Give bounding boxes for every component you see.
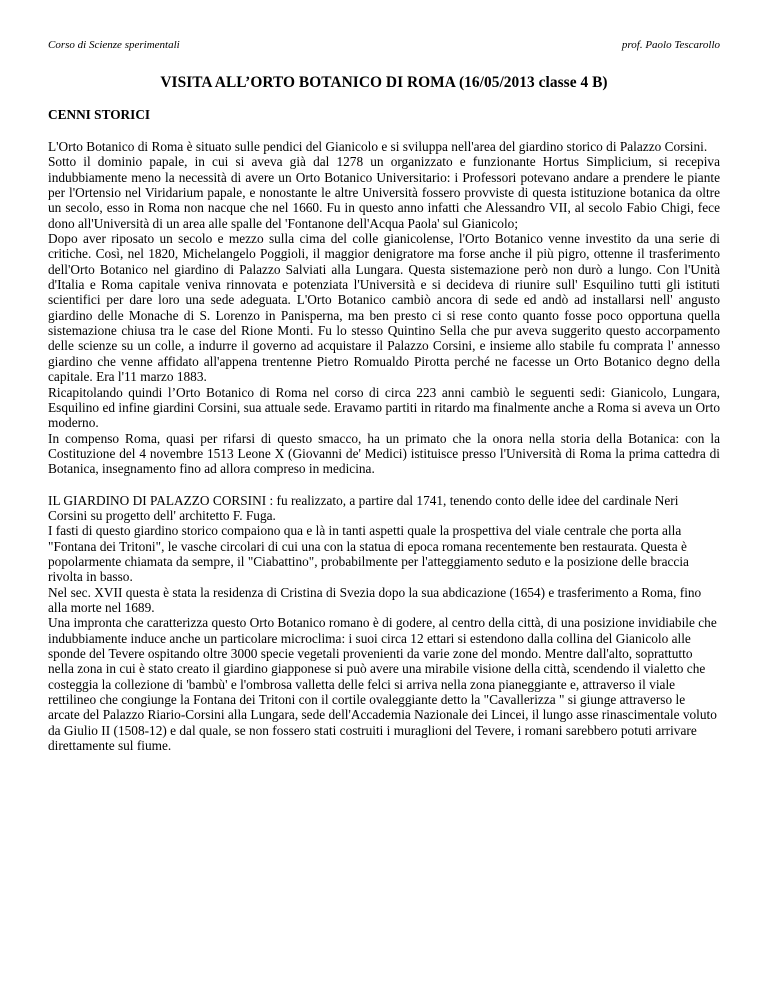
paragraph: IL GIARDINO DI PALAZZO CORSINI : fu realizzato, a partire dal 1741, tenendo conto delle idee del cardinale Neri Corsini su progetto dell' architetto F. Fuga. [48, 492, 679, 523]
paragraph: I fasti di questo giardino storico compaiono qua e là in tanti aspetti quale la prospettiva del viale centrale che porta alla "Fontana dei Tritoni", le vasche circolari di cui una con la statua di epoca romana recentemente ben restaurata. Questa è popolarmente chiamata da sempre, il "Ciabattino", probabilmente per l'atteggiamento seduto e la posizione delle braccia rivolta in basso. [48, 523, 689, 585]
document-page [48, 38, 720, 753]
section-cenni-storici [48, 139, 720, 477]
section-giardino-corsini [48, 493, 720, 754]
paragraph: Una impronta che caratterizza questo Orto Botanico romano è di godere, al centro della città, di una posizione invidiabile che indubbiamente induce anche un particolare microclima: i suoi circa 12 ettari si estendono dalla collina del Gianicolo alle sponde del Tevere ospitando oltre 3000 specie vegetali provenienti da varie zone del mondo. Mentre dall'alto, soprattutto nella zona in cui è stato creato il giardino giapponese si può avere una mirabile visione della città, scendendo il vialetto che costeggia la collezione di 'bambù' e l'ombrosa valletta delle felci si arriva nella zona pianeggiante e, attraverso il viale rettilineo che congiunge la Fontana dei Tritoni con il cortile ovaleggiante detto la "Cavallerizza " si giunge attraverso le arcate del Palazzo Riario-Corsini alla Lungara, sede dell'Accademia Nazionale dei Lincei, il lungo asse rinascimentale voluto da Giulio II (1508-12) e dal quale, se non fossero stati costruiti i muraglioni del Tevere, i romani sarebbero potuti arrivare direttamente sul fiume. [48, 615, 717, 754]
paragraph: In compenso Roma, quasi per rifarsi di questo smacco, ha un primato che la onora nella storia della Botanica: con la Costituzione del 4 novembre 1513 Leone X (Giovanni de' Medici) istituisce presso l'Università di Roma la prima cattedra di Botanica, insegnamento fino ad allora compreso in medicina. [48, 430, 720, 477]
page-header [48, 38, 720, 52]
paragraph: Sotto il dominio papale, in cui si aveva già dal 1278 un organizzato e funzionante Hortus Simplicium, si recepiva indubbiamente meno la necessità di avere un Orto Botanico Universitario: i Professori potevano andare a prendere le piante per l'Ortensio nel Viridarium papale, e nonostante le altre Università fossero provviste di questa istituzione botanica da oltre un secolo, esso in Roma non nacque che nel 1660. Fu in questo anno infatti che Alessandro VII, al secolo Fabio Chigi, fece dono all'Università di un area alle spalle del 'Fontanone dell'Acqua Paola' sul Gianicolo; [48, 154, 720, 231]
paragraph: L'Orto Botanico di Roma è situato sulle pendici del Gianicolo e si sviluppa nell'area del giardino storico di Palazzo Corsini. [48, 139, 708, 154]
header-author: prof. Paolo Tescarollo [621, 39, 720, 51]
section-heading-cenni-storici: CENNI STORICI [48, 107, 151, 122]
paragraph: Ricapitolando quindi l’Orto Botanico di Roma nel corso di circa 223 anni cambiò le seguenti sedi: Gianicolo, Lungara, Esquilino ed infine giardini Corsini, sua attuale sede. Eravamo partiti in ritardo ma finalmente anche a Roma si aveva un Orto moderno. [48, 384, 720, 431]
document-title: VISITA ALL’ORTO BOTANICO DI ROMA (16/05/2013 classe 4 B) [160, 74, 608, 91]
paragraph: Dopo aver riposato un secolo e mezzo sulla cima del colle gianicolense, l'Orto Botanico venne investito da una serie di critiche. Così, nel 1820, Michelangelo Poggioli, il maggior denigratore ma forse anche il più pigro, ottenne il trasferimento dell'Orto Botanico nel giardino di Palazzo Salviati alla Lungara. Questa sistemazione però non durò a lungo. Con l'Unità d'Italia e Roma capitale veniva rinnovata e potenziata l'Università e si decideva di riunire sull' Esquilino tutti gli istituti scientifici per dare loro una sede adeguata. L'Orto Botanico cambiò ancora di sede ed andò ad installarsi nell' angusto giardino delle Monache di S. Lorenzo in Panisperna, ma ben presto ci si rese conto quanto fosse poco opportuna quella sistemazione chiusa tra le case del Rione Monti. Fu lo stesso Quintino Sella che pur aveva suggerito questo accorpamento delle scienze su un colle, a indurre il governo ad acquistare il Palazzo Corsini, e insieme allo stabile fu comprata l' annesso giardino che venne affidato all'appena trentenne Pietro Romualdo Pirotta perché ne facesse un Orto Botanico degno della capitale. Era l'11 marzo 1883. [48, 231, 720, 385]
paragraph: Nel sec. XVII questa è stata la residenza di Cristina di Svezia dopo la sua abdicazione (1654) e trasferimento a Roma, fino alla morte nel 1689. [48, 584, 702, 615]
header-course: Corso di Scienze sperimentali [48, 39, 180, 51]
